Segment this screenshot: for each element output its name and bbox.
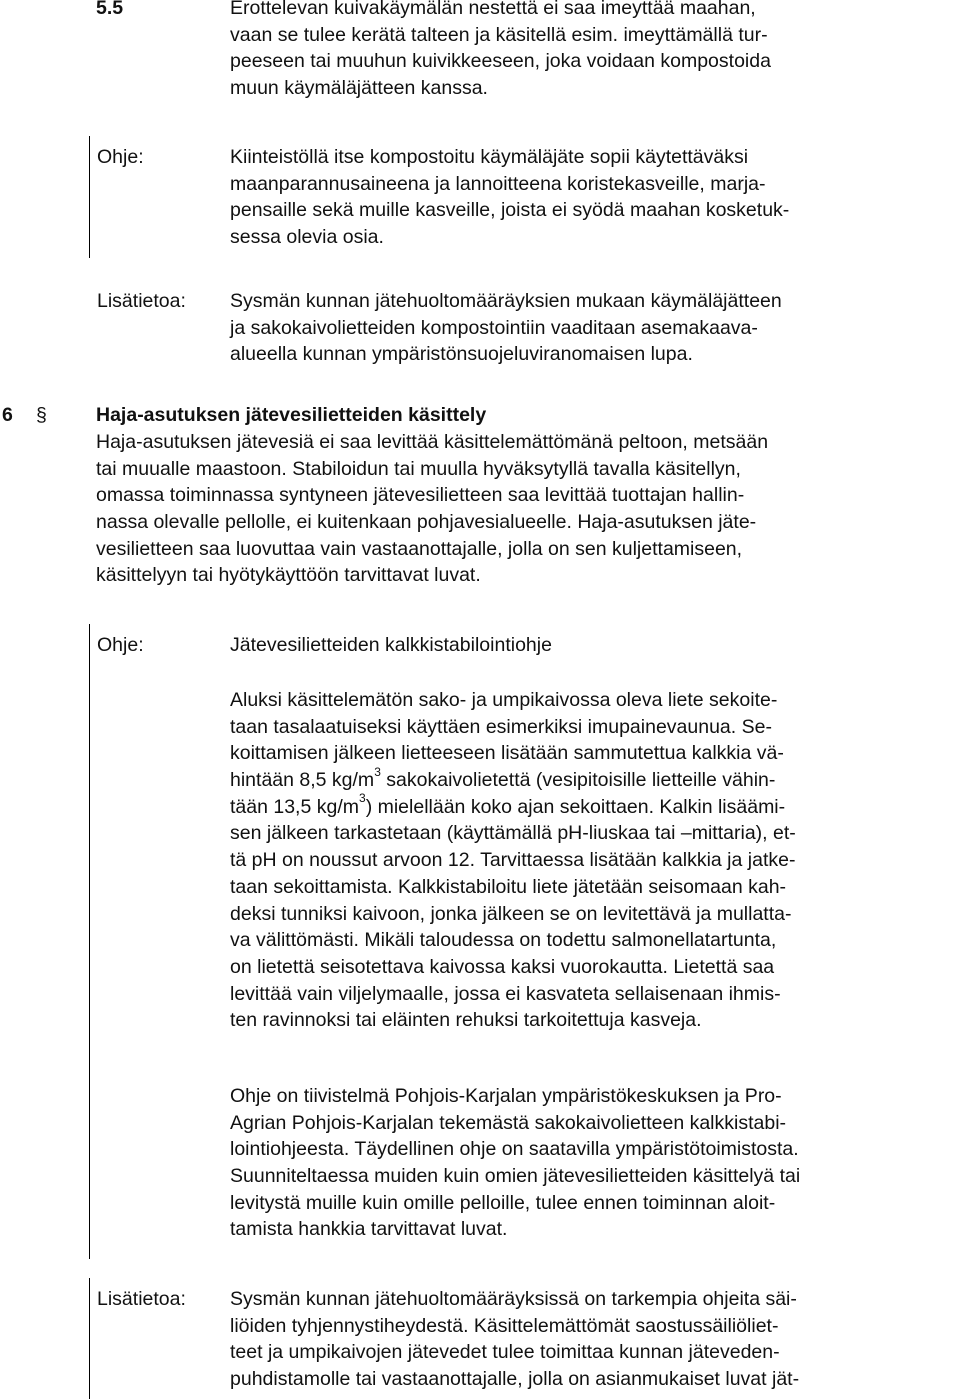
text-line: teet ja umpikaivojen jätevedet tulee toimittaa kunnan jäteveden- <box>230 1341 780 1364</box>
text-line: deksi tunniksi kaivoon, jonka jälkeen se on levitettävä ja mullatta- <box>230 902 792 925</box>
text-line: puhdistamolle tai vastaanottajalle, jolla on asianmukaiset luvat jät- <box>230 1368 800 1391</box>
text-line: ja sakokaivolietteiden kompostointiin vaaditaan asemakaava- <box>230 316 758 339</box>
text-line: Suunniteltaessa muiden kuin omien jätevesilietteiden käsittelyä tai <box>230 1165 801 1188</box>
info-label: Lisätietoa: <box>97 290 186 312</box>
note-text <box>230 144 789 251</box>
text-line: käsittelyyn tai hyötykäyttöön tarvittavat luvat. <box>96 564 481 587</box>
text-line <box>230 791 796 821</box>
text-run: hintään 8,5 kg/m <box>230 769 375 792</box>
note-label: Ohje: <box>97 634 144 656</box>
text-line: levittää vain viljelymaalle, jossa ei kasvateta sellaisenaan ihmis- <box>230 982 781 1005</box>
text-run: ) mielellään koko ajan sekoittaen. Kalkin lisäämi- <box>365 795 786 818</box>
text-line: Sysmän kunnan jätehuoltomääräyksien mukaan käymäläjätteen <box>230 290 782 312</box>
text-line: nassa olevalle pellolle, ei kuitenkaan pohjavesialueelle. Haja-asutuksen jäte- <box>96 511 757 534</box>
text-run: sakokaivolietettä (vesipitoisille lietteille vähin- <box>380 769 776 792</box>
note-paragraph <box>230 1083 800 1243</box>
text-line: ten ravinnoksi tai eläinten rehuksi tarkoitettuja kasveja. <box>230 1009 702 1032</box>
text-line: peeseen tai muuhun kuivikkeeseen, joka voidaan kompostoida <box>230 50 771 73</box>
info-label: Lisätietoa: <box>97 1288 186 1310</box>
note-paragraph <box>230 687 796 1034</box>
text-line: Ohje on tiivistelmä Pohjois-Karjalan ympäristökeskuksen ja Pro- <box>230 1085 782 1107</box>
text-line: koittamisen jälkeen lietteeseen lisätään sammutettua kalkkia vä- <box>230 742 784 765</box>
text-line: maanparannusaineena ja lannoitteena koristekasveille, marja- <box>230 172 766 195</box>
text-line: taan sekoittamista. Kalkkistabiloitu liete jätetään seisomaan kah- <box>230 875 787 898</box>
text-line: lointiohjeesta. Täydellinen ohje on saatavilla ympäristötoimistosta. <box>230 1138 799 1161</box>
section-5-5-text <box>230 0 771 102</box>
text-line: vaan se tulee kerätä talteen ja käsitellä esim. imeyttämällä tur- <box>230 23 768 46</box>
text-line: taan tasalaatuiseksi käyttäen esimerkiksi imupainevaunua. Se- <box>230 715 772 738</box>
section-6-text <box>96 429 768 589</box>
note-box-border <box>89 624 90 1259</box>
text-line: liöiden tyhjennystiheydestä. Käsittelemättömät saostussäiliöliet- <box>230 1314 779 1337</box>
superscript: 3 <box>374 764 381 779</box>
note-title: Jätevesilietteiden kalkkistabilointiohje <box>230 634 552 656</box>
text-line: Agrian Pohjois-Karjalan tekemästä sakokaivolietteen kalkkistabi- <box>230 1111 787 1134</box>
text-line: levitystä muille kuin omille pelloille, tulee ennen toiminnan aloit- <box>230 1191 776 1214</box>
info-text <box>230 1286 799 1393</box>
section-number: 6 <box>2 404 13 426</box>
section-symbol: § <box>36 404 47 426</box>
text-line: Kiinteistöllä itse kompostoitu käymäläjäte sopii käytettäväksi <box>230 146 749 168</box>
note-label: Ohje: <box>97 146 144 168</box>
section-number: 5.5 <box>96 0 124 19</box>
text-line: muun käymäläjätteen kanssa. <box>230 77 488 100</box>
text-line: tamista hankkia tarvittavat luvat. <box>230 1218 508 1241</box>
text-line: sen jälkeen tarkastetaan (käyttämällä pH-liuskaa tai –mittaria), et- <box>230 822 796 845</box>
note-box-border <box>89 136 90 258</box>
text-line: vesilietteen saa luovuttaa vain vastaanottajalle, jolla on sen kuljettamiseen, <box>96 537 743 560</box>
text-line: on lietettä seisotettava kaivossa kaksi vuorokautta. Lietettä saa <box>230 955 775 978</box>
superscript: 3 <box>359 791 366 806</box>
section-heading: Haja-asutuksen jätevesilietteiden käsittely <box>96 404 487 426</box>
text-line <box>230 764 796 794</box>
text-line: tä pH on noussut arvoon 12. Tarvittaessa lisätään kalkkia ja jatke- <box>230 849 796 872</box>
text-line: Haja-asutuksen jätevesiä ei saa levittää käsittelemättömänä peltoon, metsään <box>96 431 769 453</box>
text-run: tään 13,5 kg/m <box>230 795 359 818</box>
text-line: Erottelevan kuivakäymälän nestettä ei saa imeyttää maahan, <box>230 0 756 19</box>
text-line: tai muualle maastoon. Stabiloidun tai muulla hyväksytyllä tavalla käsitellyn, <box>96 457 741 480</box>
text-line: omassa toiminnassa syntyneen jätevesilietteen saa levittää tuottajan hallin- <box>96 484 745 507</box>
text-line: alueella kunnan ympäristönsuojeluviranomaisen lupa. <box>230 343 693 366</box>
info-text <box>230 288 782 368</box>
text-line: va välittömästi. Mikäli taloudessa on todettu salmonellatartunta, <box>230 929 777 952</box>
text-line: Aluksi käsittelemätön sako- ja umpikaivossa oleva liete sekoite- <box>230 689 778 711</box>
text-line: Sysmän kunnan jätehuoltomääräyksissä on tarkempia ohjeita säi- <box>230 1288 797 1310</box>
text-line: sessa olevia osia. <box>230 226 384 249</box>
text-line: pensaille sekä muille kasveille, joista ei syödä maahan kosketuk- <box>230 199 790 222</box>
info-box-border <box>89 1278 90 1399</box>
